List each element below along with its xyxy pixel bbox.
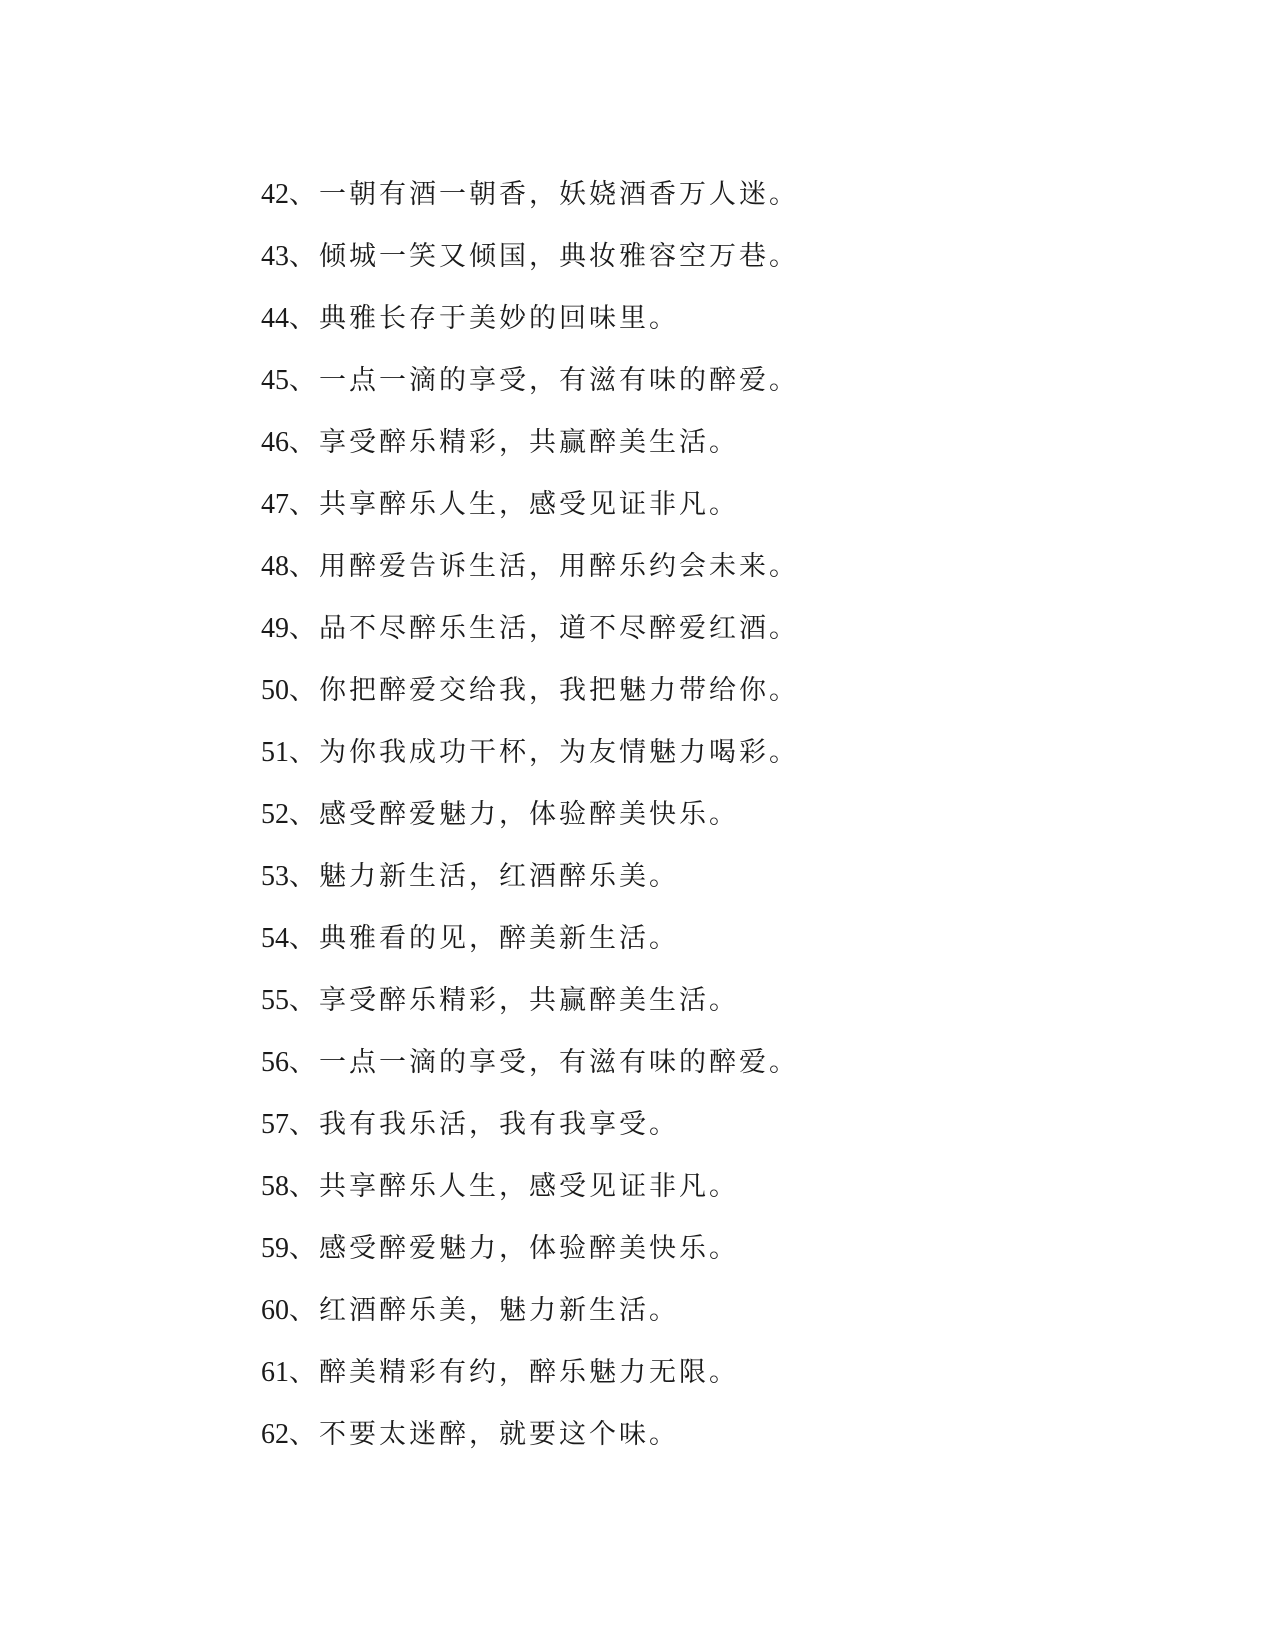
list-item — [261, 660, 1161, 722]
list-item — [261, 1404, 1161, 1466]
item-number: 51 — [261, 737, 289, 768]
list-item — [261, 970, 1161, 1032]
item-number: 47 — [261, 489, 289, 520]
item-number: 59 — [261, 1233, 289, 1264]
item-text: 、典雅看的见，醉美新生活。 — [289, 923, 679, 954]
list-item — [261, 1280, 1161, 1342]
item-number: 46 — [261, 427, 289, 458]
item-text: 、一点一滴的享受，有滋有味的醉爱。 — [289, 1047, 799, 1078]
item-text: 、你把醉爱交给我，我把魅力带给你。 — [289, 675, 799, 706]
item-number: 56 — [261, 1047, 289, 1078]
list-item — [261, 164, 1161, 226]
item-number: 60 — [261, 1295, 289, 1326]
list-item — [261, 350, 1161, 412]
list-item — [261, 1094, 1161, 1156]
item-number: 62 — [261, 1419, 289, 1450]
item-number: 42 — [261, 179, 289, 210]
item-text: 、享受醉乐精彩，共赢醉美生活。 — [289, 427, 739, 458]
list-item — [261, 1032, 1161, 1094]
list-item — [261, 288, 1161, 350]
item-number: 55 — [261, 985, 289, 1016]
list-item — [261, 474, 1161, 536]
list-item — [261, 784, 1161, 846]
list-item — [261, 722, 1161, 784]
item-text: 、魅力新生活，红酒醉乐美。 — [289, 861, 679, 892]
item-text: 、倾城一笑又倾国，典妆雅容空万巷。 — [289, 241, 799, 272]
item-text: 、典雅长存于美妙的回味里。 — [289, 303, 679, 334]
item-number: 44 — [261, 303, 289, 334]
item-number: 52 — [261, 799, 289, 830]
item-text: 、一点一滴的享受，有滋有味的醉爱。 — [289, 365, 799, 396]
item-text: 、一朝有酒一朝香，妖娆酒香万人迷。 — [289, 179, 799, 210]
item-number: 58 — [261, 1171, 289, 1202]
item-number: 53 — [261, 861, 289, 892]
list-item — [261, 1156, 1161, 1218]
item-number: 45 — [261, 365, 289, 396]
list-item — [261, 598, 1161, 660]
list-item — [261, 908, 1161, 970]
item-text: 、共享醉乐人生，感受见证非凡。 — [289, 489, 739, 520]
item-number: 57 — [261, 1109, 289, 1140]
item-number: 43 — [261, 241, 289, 272]
list-item — [261, 412, 1161, 474]
list-item — [261, 226, 1161, 288]
list-item — [261, 1218, 1161, 1280]
list-item — [261, 846, 1161, 908]
item-text: 、红酒醉乐美，魅力新生活。 — [289, 1295, 679, 1326]
item-number: 48 — [261, 551, 289, 582]
item-text: 、感受醉爱魅力，体验醉美快乐。 — [289, 1233, 739, 1264]
item-text: 、我有我乐活，我有我享受。 — [289, 1109, 679, 1140]
item-text: 、品不尽醉乐生活，道不尽醉爱红酒。 — [289, 613, 799, 644]
item-text: 、不要太迷醉，就要这个味。 — [289, 1419, 679, 1450]
item-text: 、感受醉爱魅力，体验醉美快乐。 — [289, 799, 739, 830]
list-item — [261, 1342, 1161, 1404]
item-number: 54 — [261, 923, 289, 954]
slogan-list — [261, 164, 1161, 1466]
item-text: 、醉美精彩有约，醉乐魅力无限。 — [289, 1357, 739, 1388]
item-text: 、共享醉乐人生，感受见证非凡。 — [289, 1171, 739, 1202]
item-number: 61 — [261, 1357, 289, 1388]
item-text: 、享受醉乐精彩，共赢醉美生活。 — [289, 985, 739, 1016]
item-text: 、为你我成功干杯，为友情魅力喝彩。 — [289, 737, 799, 768]
item-number: 49 — [261, 613, 289, 644]
item-text: 、用醉爱告诉生活，用醉乐约会未来。 — [289, 551, 799, 582]
list-item — [261, 536, 1161, 598]
item-number: 50 — [261, 675, 289, 706]
